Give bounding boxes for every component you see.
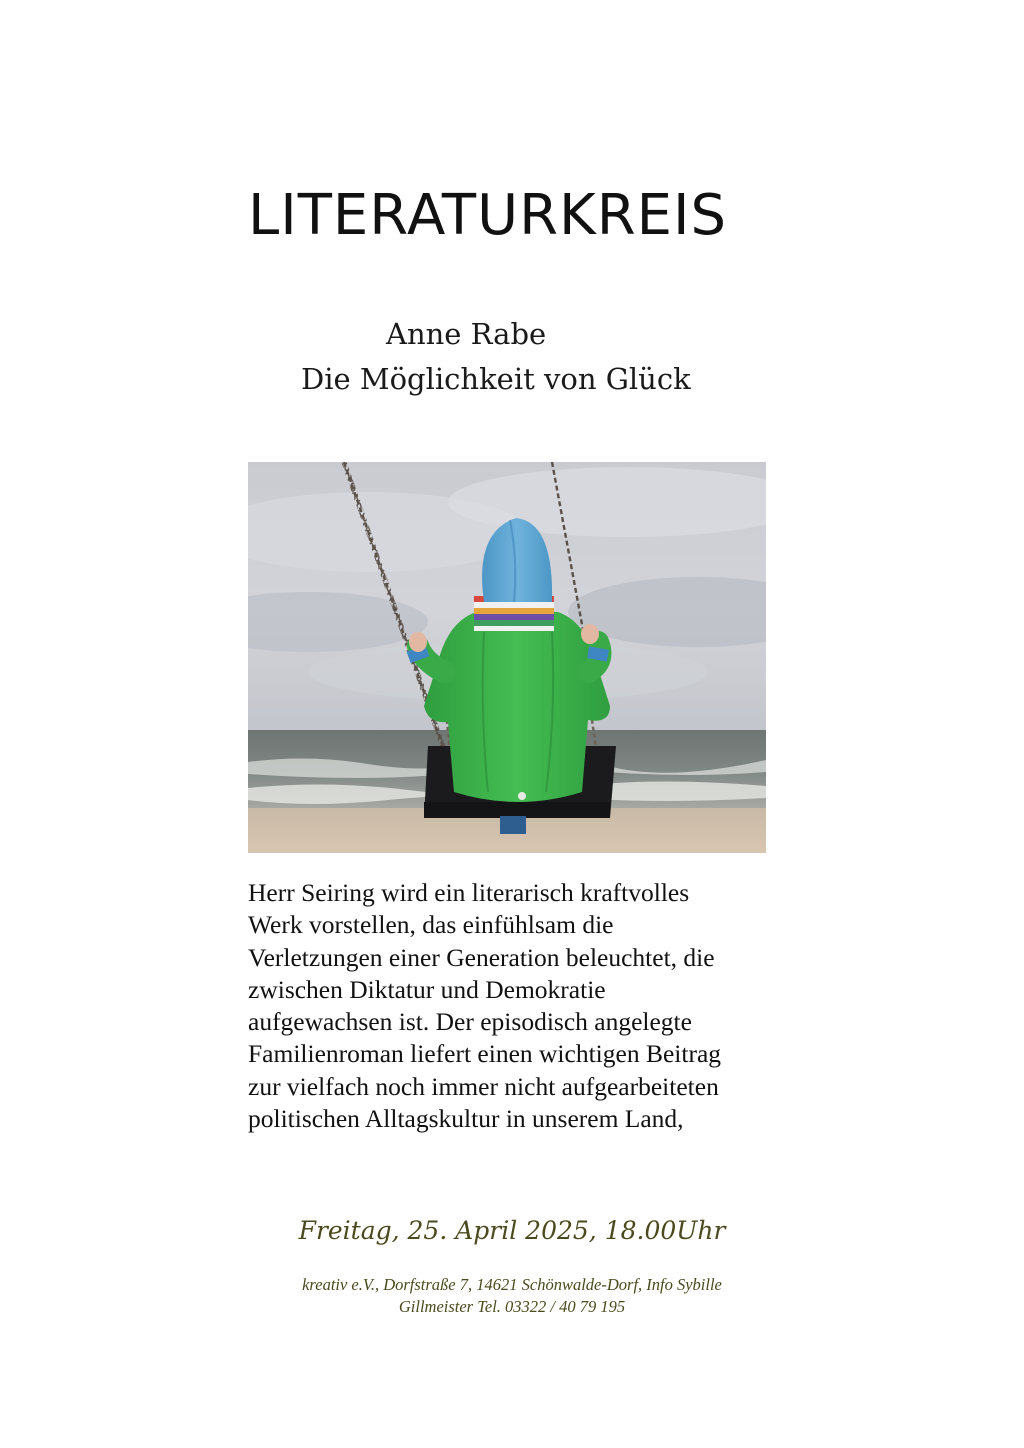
event-venue bbox=[0, 1274, 1024, 1318]
event-description bbox=[248, 877, 808, 1135]
description-line: Familienroman liefert einen wichtigen Beitrag bbox=[248, 1039, 722, 1069]
description-line: Werk vorstellen, das einfühlsam die bbox=[248, 910, 614, 940]
venue-line-contact: Gillmeister Tel. 03322 / 40 79 195 bbox=[398, 1297, 626, 1316]
book-title: Die Möglichkeit von Glück bbox=[301, 362, 691, 396]
description-line: Verletzungen einer Generation beleuchtet, die bbox=[248, 942, 715, 972]
child-on-swing-photo bbox=[248, 462, 766, 853]
description-line: politischen Alltagskultur in unserem Land, bbox=[248, 1104, 684, 1134]
event-date: Freitag, 25. April 2025, 18.00Uhr bbox=[298, 1216, 726, 1245]
description-line: Herr Seiring wird ein literarisch kraftvolles bbox=[248, 878, 690, 907]
description-line: zur vielfach noch immer nicht aufgearbeiteten bbox=[248, 1071, 719, 1101]
venue-line-address: kreativ e.V., Dorfstraße 7, 14621 Schönwalde-Dorf, Info Sybille bbox=[302, 1275, 722, 1294]
description-line: aufgewachsen ist. Der episodisch angelegte bbox=[248, 1007, 692, 1037]
description-line: zwischen Diktatur und Demokratie bbox=[248, 974, 606, 1004]
book-author: Anne Rabe bbox=[386, 317, 547, 351]
page-title: LITERATURKREIS bbox=[248, 183, 728, 248]
